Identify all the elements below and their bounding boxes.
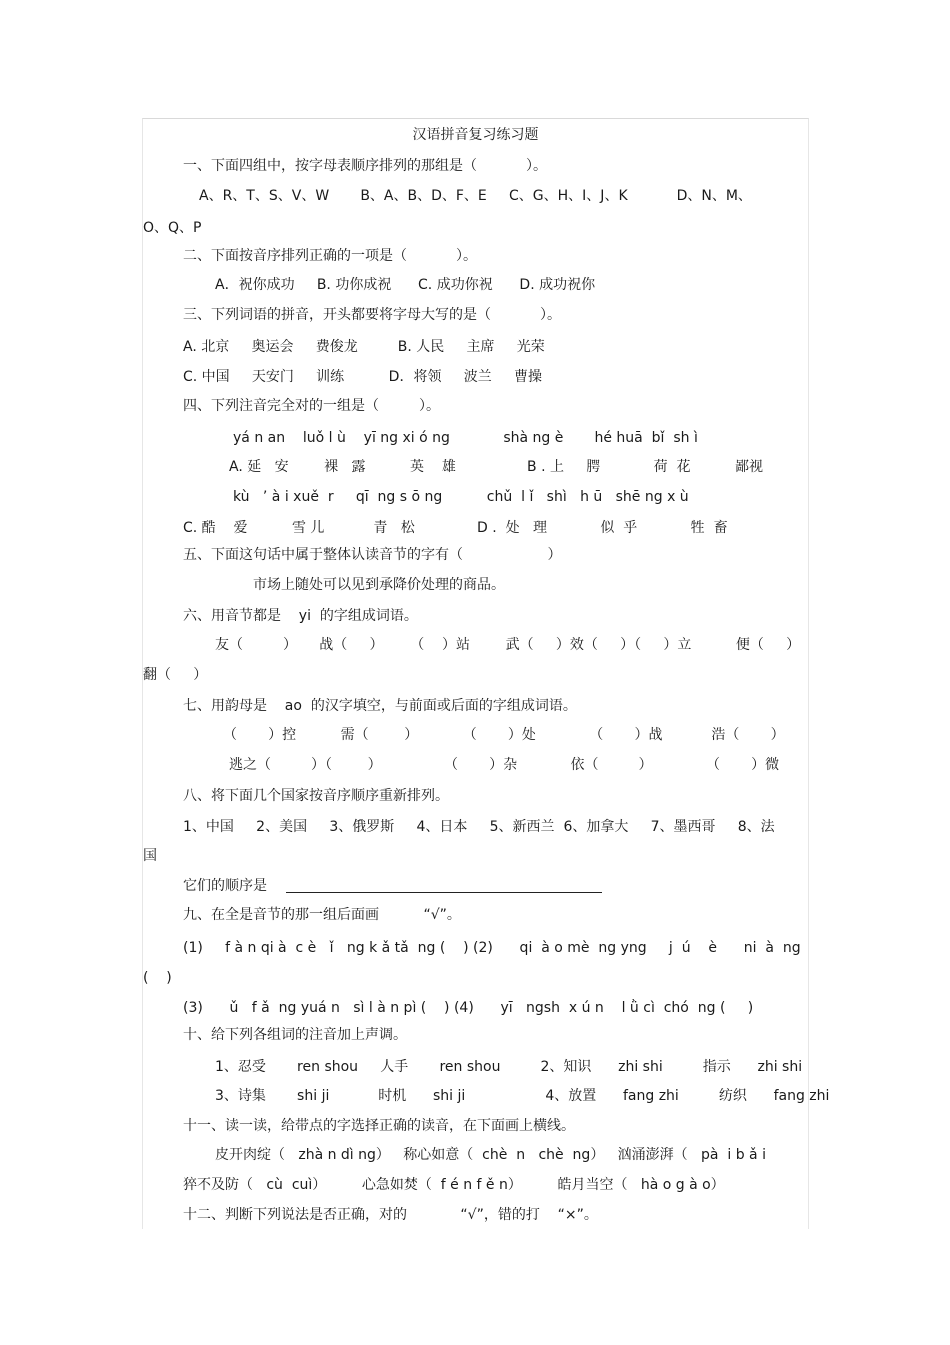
worksheet-line: 九、在全是音节的那一组后面画 “√”。 — [183, 907, 461, 923]
worksheet-line: 国 — [143, 848, 157, 864]
worksheet-line: 五、下面这句话中属于整体认读音节的字有（ ） — [183, 547, 562, 563]
worksheet-line: 十、给下列各组词的注音加上声调。 — [183, 1027, 407, 1043]
worksheet-line: O、Q、P — [143, 220, 202, 236]
worksheet-line: 七、用韵母是 ao 的汉字填空，与前面或后面的字组成词语。 — [183, 698, 577, 714]
worksheet-line: （ ）控 需（ ） （ ）处 （ ）战 浩（ ） — [223, 727, 785, 743]
worksheet-line: 二、下面按音序排列正确的一项是（ ）。 — [183, 248, 477, 264]
worksheet-line: (1) f à n qi à c è ǐ ng k ǎ tǎ ng ( ) (2) qi à o mè ng yng j ú è ni à ng — [183, 940, 801, 956]
worksheet-line: 四、下列注音完全对的一组是（ ）。 — [183, 398, 441, 414]
worksheet-line: C. 酷 爱 雪 儿 青 松 D . 处 理 似 乎 牲 畜 — [183, 520, 728, 536]
worksheet-line: A. 北京 奥运会 费俊龙 B. 人民 主席 光荣 — [183, 339, 545, 355]
answer-blank-line — [286, 892, 602, 893]
worksheet-line: 市场上随处可以见到承降价处理的商品。 — [253, 577, 505, 593]
worksheet-line: 3、诗集 shi ji 时机 shi ji 4、放置 fang zhi 纺织 fang zhi — [215, 1088, 830, 1104]
worksheet-line: 皮开肉绽（ zhà n dì ng） 称心如意（ chè n chè ng） 汹涌澎湃（ pà i b ǎ i — [215, 1147, 766, 1163]
worksheet-line: (3) ǔ f ǎ ng yuá n sì l à n pì ( ) (4) yī ngsh x ú n l ǜ cì chó ng ( ) — [183, 1000, 754, 1016]
worksheet-line: 一、下面四组中，按字母表顺序排列的那组是（ ）。 — [183, 158, 547, 174]
worksheet-line: A、R、T、S、V、W B、A、B、D、F、E C、G、H、I、J、K D、N、M、 — [199, 188, 752, 204]
worksheet-line: 1、中国 2、美国 3、俄罗斯 4、日本 5、新西兰 6、加拿大 7、墨西哥 8、法 — [183, 819, 775, 835]
worksheet-line: 翻（ ） — [143, 667, 208, 683]
worksheet-line: 三、下列词语的拼音，开头都要将字母大写的是（ ）。 — [183, 307, 561, 323]
worksheet-line: yá n an luǒ l ù yī ng xi ó ng shà ng è hé huā bǐ sh ì — [233, 430, 698, 446]
worksheet-line: 1、忍受 ren shou 人手 ren shou 2、知识 zhi shi 指示 zhi shi — [215, 1059, 803, 1075]
worksheet-page — [142, 118, 830, 1229]
worksheet-line: 猝不及防（ cù cuì） 心急如焚（ f é n f ě n） 皓月当空（ hà o g à o） — [183, 1177, 725, 1193]
worksheet-line: C. 中国 天安门 训练 D．将领 波兰 曹操 — [183, 369, 542, 385]
worksheet-line: 友（ ） 战（ ） （ ）站 武（ ）效（ ）（ ）立 便（ ） — [215, 637, 801, 653]
page-title: 汉语拼音复习练习题 — [412, 127, 539, 143]
worksheet-line: 逃之（ ）（ ） （ ）杂 依（ ） （ ）微 — [229, 757, 780, 773]
worksheet-line: ( ) — [143, 970, 172, 986]
worksheet-line: A. 延 安 裸 露 英 雄 B . 上 腭 荷 花 鄙视 — [229, 459, 764, 475]
worksheet-line: 十一、读一读，给带点的字选择正确的读音，在下面画上横线。 — [183, 1118, 575, 1134]
worksheet-line: kù ’ à i xuě r qī ng s ō ng chǔ l ǐ shì h ū shē ng x ù — [233, 489, 689, 505]
worksheet-line: 八、将下面几个国家按音序顺序重新排列。 — [183, 788, 449, 804]
worksheet-line: 六、用音节都是 yi 的字组成词语。 — [183, 608, 418, 624]
worksheet-line: A．祝你成功 B. 功你成祝 C. 成功你祝 D. 成功祝你 — [215, 277, 596, 293]
worksheet-line: 它们的顺序是 — [183, 878, 267, 894]
worksheet-line: 十二、判断下列说法是否正确，对的 “√”，错的打 “×”。 — [183, 1207, 598, 1223]
